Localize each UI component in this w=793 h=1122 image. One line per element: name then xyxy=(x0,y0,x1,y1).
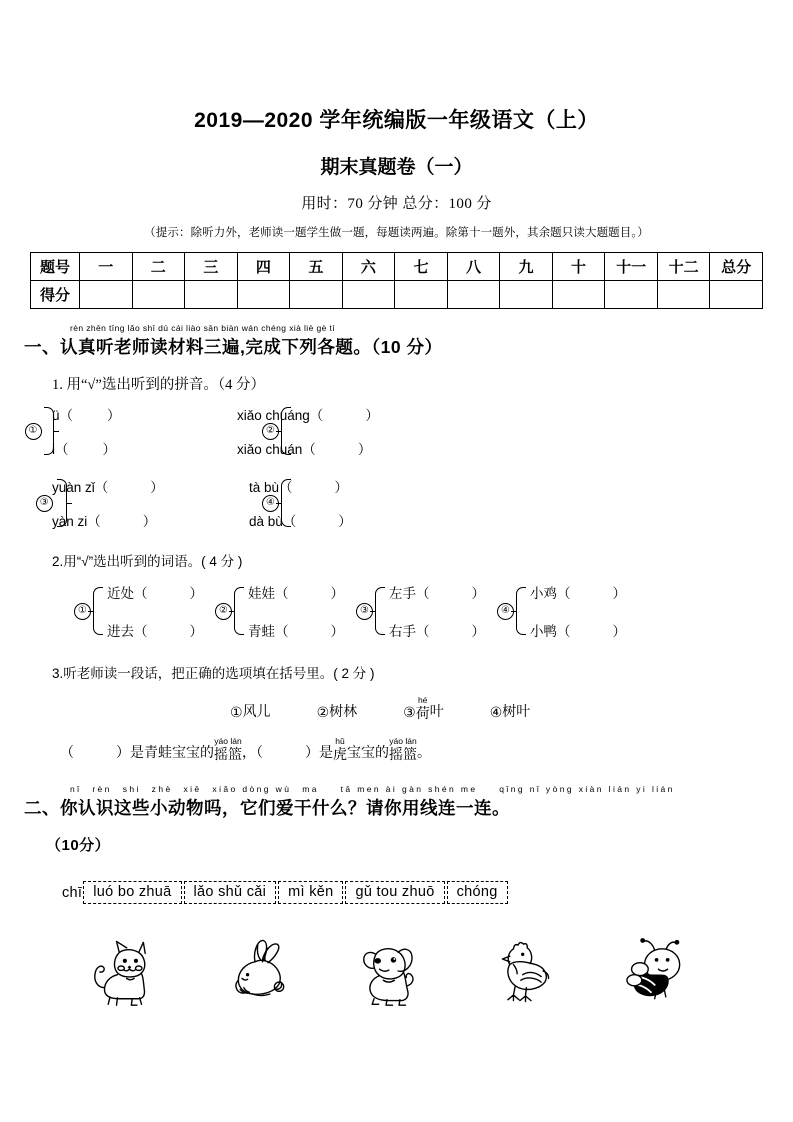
choice-2b[interactable] xyxy=(237,438,379,458)
word-choice-group-3[interactable] xyxy=(356,582,485,640)
option-3-ruby xyxy=(416,696,430,721)
question-1-3-label: 3.听老师读一段话，把正确的选项填在括号里。( 2 分 ) xyxy=(52,666,375,681)
chicken-icon xyxy=(482,932,556,1010)
choice-3a-text: yuàn zǐ（ xyxy=(52,480,109,495)
word-group-number-2: ② xyxy=(215,603,232,620)
word-choice-3a[interactable] xyxy=(389,582,485,602)
section-2-pinyin: nǐ rèn shi zhè xiē xiǎo dòng wù ma tā men ài gàn shén me qǐng nǐ yòng xiàn lián yi lián xyxy=(70,784,675,795)
choice-1b-paren: ） xyxy=(102,442,116,457)
exam-meta: 用时：70 分钟 总分：100 分 xyxy=(301,196,492,212)
col-3: 三 xyxy=(185,253,238,281)
pinyin-choice-group-4[interactable] xyxy=(249,476,352,530)
word-group-number-3: ③ xyxy=(356,603,373,620)
col-11: 十一 xyxy=(605,253,658,281)
phrase-box-2[interactable]: lǎo shǔ cǎi xyxy=(184,881,277,904)
table-row-numbers xyxy=(31,253,763,281)
brace-2 xyxy=(281,407,291,455)
score-cell-6[interactable] xyxy=(342,281,395,309)
fill-ruby-2-text: 虎 xyxy=(333,746,347,763)
choice-3b-paren: ） xyxy=(142,514,157,529)
word-choice-3b-text: 右手（ xyxy=(389,624,430,639)
col-5: 五 xyxy=(290,253,343,281)
word-choice-2a[interactable] xyxy=(248,582,344,602)
bee-icon xyxy=(614,932,688,1010)
phrase-box-row xyxy=(0,855,793,904)
row-label-question-no: 题号 xyxy=(31,253,80,281)
choice-4b-text: dà bù（ xyxy=(249,514,297,529)
dog-icon xyxy=(350,932,424,1010)
question-1-2-groups xyxy=(0,570,793,640)
group-number-1: ① xyxy=(25,423,42,440)
page-subtitle: 期末真题卷（一） xyxy=(320,157,473,178)
question-1-1-groups xyxy=(0,394,793,530)
question-1-3-fill xyxy=(0,721,793,762)
phrase-box-1[interactable]: luó bo zhuā xyxy=(83,881,181,904)
pinyin-choice-group-3[interactable] xyxy=(39,476,262,530)
word-choice-3a-text: 左手（ xyxy=(389,586,430,601)
fill-text-3: ）是 xyxy=(305,744,333,761)
option-3-num: ③ xyxy=(403,704,416,721)
fill-text-2: ，（ xyxy=(242,744,263,761)
score-cell-9[interactable] xyxy=(500,281,553,309)
col-10: 十 xyxy=(552,253,605,281)
rabbit-icon xyxy=(218,932,292,1010)
section-1-number: 一、 xyxy=(24,337,60,357)
row-label-score: 得分 xyxy=(31,281,80,309)
option-1-num: ① xyxy=(230,704,243,721)
fill-text-4: 宝宝的 xyxy=(347,744,389,761)
choice-2a[interactable] xyxy=(237,404,379,424)
phrase-box-4[interactable]: gǔ tou zhuō xyxy=(345,881,444,904)
score-cell-total[interactable] xyxy=(710,281,763,309)
option-1[interactable] xyxy=(230,701,271,721)
choice-4a[interactable] xyxy=(249,476,352,496)
word-group-number-1: ① xyxy=(74,603,91,620)
choice-2a-text: xiǎo chuáng（ xyxy=(237,408,324,423)
col-4: 四 xyxy=(237,253,290,281)
cat-icon xyxy=(86,932,160,1010)
col-12: 十二 xyxy=(657,253,710,281)
score-cell-10[interactable] xyxy=(552,281,605,309)
fill-open-paren-1: （ xyxy=(60,744,74,761)
word-choice-group-2[interactable] xyxy=(215,582,344,640)
word-choice-4b-text: 小鸭（ xyxy=(530,624,571,639)
word-brace-3 xyxy=(375,587,385,635)
col-1: 一 xyxy=(80,253,133,281)
brace-4 xyxy=(281,479,291,527)
score-cell-7[interactable] xyxy=(395,281,448,309)
score-cell-12[interactable] xyxy=(657,281,710,309)
score-cell-3[interactable] xyxy=(185,281,238,309)
option-2-num: ② xyxy=(316,704,330,721)
word-brace-1 xyxy=(93,587,103,635)
fill-ruby-2-pinyin: hǔ xyxy=(335,736,345,747)
word-choice-2a-paren: ） xyxy=(330,586,344,601)
word-choice-4a-text: 小鸡（ xyxy=(530,586,571,601)
option-3-pinyin: hé xyxy=(417,695,428,705)
score-cell-5[interactable] xyxy=(290,281,343,309)
score-table-wrapper xyxy=(0,240,793,309)
choice-4a-text: tà bù（ xyxy=(249,480,293,495)
option-4-num: ④ xyxy=(489,704,503,721)
choice-2b-paren: ） xyxy=(357,442,372,457)
table-row-scores xyxy=(31,281,763,309)
score-table xyxy=(30,252,763,309)
section-1-pinyin: rèn zhēn tīng lǎo shī dú cái liào sān biàn wán chéng xià liè gè tí xyxy=(70,323,336,333)
option-3-char: 荷 xyxy=(415,705,430,721)
choice-3b-text: yàn zi（ xyxy=(52,514,101,529)
score-cell-8[interactable] xyxy=(447,281,500,309)
choice-1b[interactable] xyxy=(52,438,121,458)
question-1-3-options xyxy=(0,682,793,721)
word-choice-1b[interactable] xyxy=(107,620,203,640)
option-2[interactable] xyxy=(317,701,358,721)
choice-3a[interactable] xyxy=(52,476,164,496)
word-choice-2b[interactable] xyxy=(248,620,344,640)
score-cell-4[interactable] xyxy=(237,281,290,309)
word-choice-3a-paren: ） xyxy=(471,586,485,601)
pinyin-choice-group-1[interactable] xyxy=(28,404,262,458)
col-total: 总分 xyxy=(710,253,763,281)
animal-illustration-row xyxy=(0,904,793,1010)
word-choice-1b-paren: ） xyxy=(189,624,203,639)
col-6: 六 xyxy=(342,253,395,281)
word-choice-group-4[interactable] xyxy=(497,582,626,640)
fill-ruby-1-pinyin: yáo lán xyxy=(214,736,242,747)
choice-1a[interactable] xyxy=(52,404,121,424)
fill-ruby-3-pinyin: yáo lán xyxy=(389,736,417,747)
option-4-text: 树叶 xyxy=(502,703,531,720)
section-1-title xyxy=(24,334,793,359)
fill-ruby-1 xyxy=(214,737,242,762)
choice-3a-paren: ） xyxy=(150,480,164,495)
exam-hint: （提示：除听力外，老师读一题学生做一题，每题读两遍。除第十一题外，其余题只读大题题目。） xyxy=(144,227,649,239)
fill-ruby-1-text: 摇篮 xyxy=(214,746,242,763)
section-1-text: 认真听老师读材料三遍,完成下列各题。（10 分） xyxy=(60,337,443,357)
option-1-text: 风儿 xyxy=(242,703,271,720)
word-choice-4b[interactable] xyxy=(530,620,626,640)
score-cell-2[interactable] xyxy=(132,281,185,309)
fill-ruby-2 xyxy=(333,737,347,762)
brace-1 xyxy=(44,407,54,455)
choice-1a-text: ü（ xyxy=(52,408,74,423)
phrase-box-5[interactable]: chóng xyxy=(447,881,508,904)
section-2-text: 你认识这些小动物吗，它们爱干什么？请你用线连一连。 xyxy=(60,798,510,819)
section-2-heading xyxy=(0,762,793,855)
question-1-1-label: 1. 用“√”选出听到的拼音。（4 分） xyxy=(52,377,265,393)
group-number-3: ③ xyxy=(36,495,53,512)
word-choice-1a-text: 近处（ xyxy=(107,586,148,601)
option-3-char2: 叶 xyxy=(429,703,444,720)
option-2-text: 树林 xyxy=(329,703,358,720)
col-7: 七 xyxy=(395,253,448,281)
question-1-2-label: 2.用“√”选出听到的词语。( 4 分 ) xyxy=(52,554,243,569)
col-9: 九 xyxy=(500,253,553,281)
word-choice-3b-paren: ） xyxy=(471,624,485,639)
brace-3 xyxy=(57,479,67,527)
choice-4b-paren: ） xyxy=(338,514,352,529)
choice-2a-paren: ） xyxy=(365,408,379,423)
choice-4a-paren: ） xyxy=(334,480,349,495)
word-choice-4a[interactable] xyxy=(530,582,626,602)
page-title: 2019—2020 学年统编版一年级语文（上） xyxy=(194,109,599,132)
choice-1b-text: i（ xyxy=(52,442,69,457)
choice-4b[interactable] xyxy=(249,510,352,530)
word-choice-2a-text: 娃娃（ xyxy=(248,586,289,601)
fill-text-5: 。 xyxy=(417,744,431,761)
word-brace-2 xyxy=(234,587,244,635)
option-4[interactable] xyxy=(490,701,531,721)
choice-2b-text: xiǎo chuán（ xyxy=(237,442,316,457)
word-choice-2b-text: 青蛙（ xyxy=(248,624,289,639)
word-choice-1a-paren: ） xyxy=(189,586,203,601)
word-choice-group-1[interactable] xyxy=(74,582,203,640)
phrase-lead-syllable: chī xyxy=(62,884,83,901)
section-2-title xyxy=(24,795,793,820)
option-3[interactable] xyxy=(403,696,444,721)
score-cell-11[interactable] xyxy=(605,281,658,309)
col-2: 二 xyxy=(132,253,185,281)
word-choice-3b[interactable] xyxy=(389,620,485,640)
word-choice-4a-paren: ） xyxy=(612,586,626,601)
section-2-points: （10分） xyxy=(46,837,111,855)
fill-ruby-3 xyxy=(389,737,417,762)
section-2-number: 二、 xyxy=(24,798,60,819)
choice-3b[interactable] xyxy=(52,510,164,530)
score-cell-1[interactable] xyxy=(80,281,133,309)
group-number-4: ④ xyxy=(262,495,279,512)
word-brace-4 xyxy=(516,587,526,635)
word-choice-4b-paren: ） xyxy=(612,624,626,639)
phrase-box-3[interactable]: mì kěn xyxy=(278,881,343,904)
word-choice-1b-text: 进去（ xyxy=(107,624,148,639)
word-choice-1a[interactable] xyxy=(107,582,203,602)
section-1-heading xyxy=(0,309,793,359)
col-8: 八 xyxy=(447,253,500,281)
pinyin-choice-group-2[interactable] xyxy=(237,404,379,458)
fill-text-1: ）是青蛙宝宝的 xyxy=(116,744,214,761)
group-number-2: ② xyxy=(262,423,279,440)
fill-ruby-3-text: 摇篮 xyxy=(389,746,417,763)
word-choice-2b-paren: ） xyxy=(330,624,344,639)
word-group-number-4: ④ xyxy=(497,603,514,620)
page-bottom-spacer xyxy=(0,1010,793,1020)
choice-1a-paren: ） xyxy=(107,408,121,423)
